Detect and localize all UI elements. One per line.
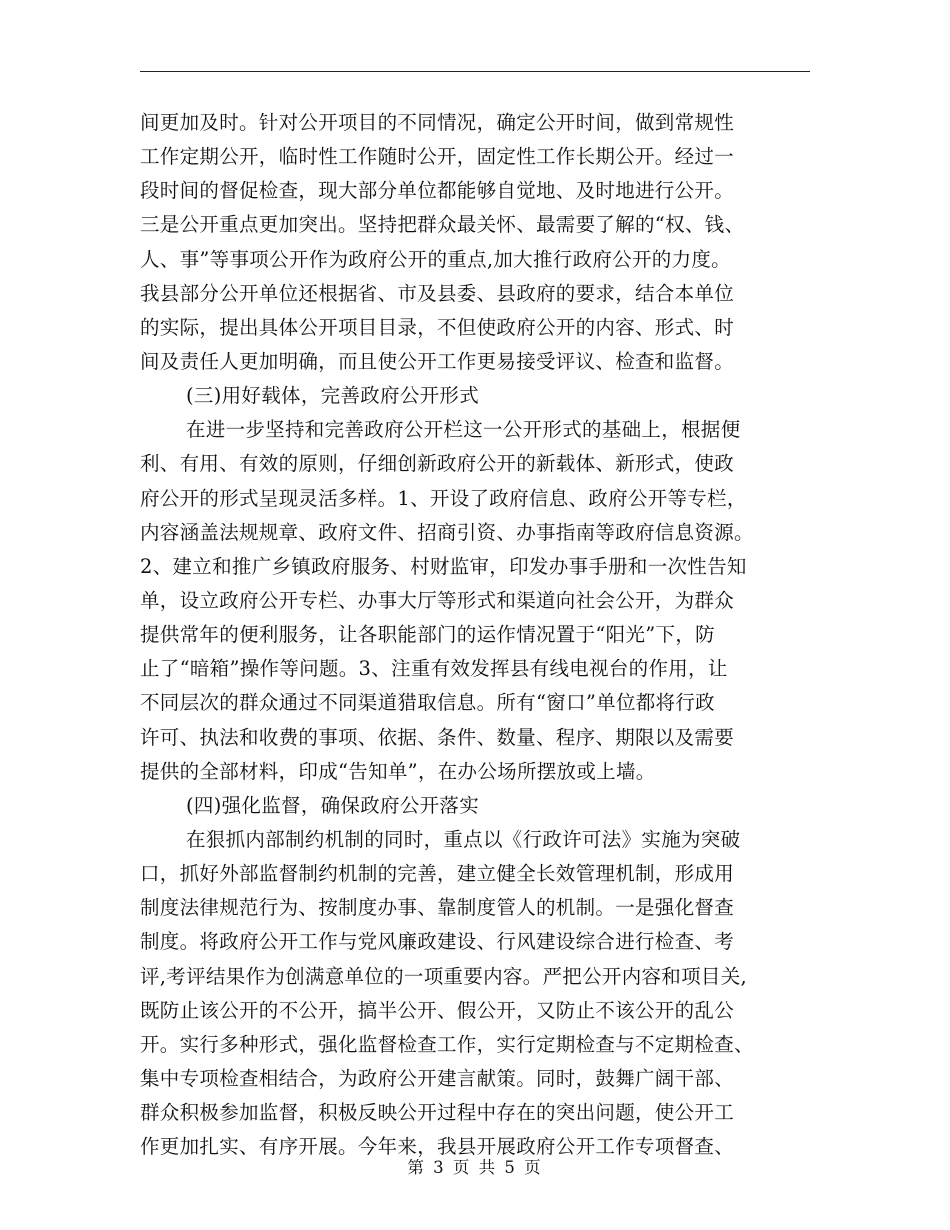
paragraph-line: 既防止该公开的不公开，搞半公开、假公开，又防止不该公开的乱公 [140,998,735,1022]
paragraph-line: 单，设立政府公开专栏、办事大厅等形式和渠道向社会公开，为群众 [140,588,735,612]
paragraph-line-indented: (三)用好载体，完善政府公开形式 [186,384,480,408]
paragraph-line: 集中专项检查相结合，为政府公开建言献策。同时，鼓舞广阔干部、 [140,1066,735,1090]
paragraph-line-indented: (四)强化监督，确保政府公开落实 [186,793,480,817]
paragraph-line: 止了“暗箱”操作等问题。3、注重有效发挥县有线电视台的作用，让 [140,657,728,681]
paragraph-line: 评,考评结果作为创满意单位的一项重要内容。严把公开内容和项目关, [140,964,747,988]
paragraph-line: 口，抓好外部监督制约机制的完善，建立健全长效管理机制，形成用 [140,862,735,886]
document-body [140,106,820,1164]
paragraph-line: 工作定期公开，临时性工作随时公开，固定性工作长期公开。经过一 [140,145,735,169]
paragraph-line: 提供的全部材料，印成“告知单”，在办公场所摆放或上墙。 [140,759,656,783]
paragraph-line: 我县部分公开单位还根据省、市及县委、县政府的要求，结合本单位 [140,281,735,305]
paragraph-line: 许可、执法和收费的事项、依据、条件、数量、程序、期限以及需要 [140,725,735,749]
paragraph-line: 2、建立和推广乡镇政府服务、村财监审，印发办事手册和一次性告知 [140,554,747,578]
paragraph-line: 三是公开重点更加突出。坚持把群众最关怀、最需要了解的“权、钱、 [140,213,745,237]
paragraph-line: 制度。将政府公开工作与党风廉政建设、行风建设综合进行检查、考 [140,930,735,954]
paragraph-line: 间更加及时。针对公开项目的不同情况，确定公开时间，做到常规性 [140,111,735,134]
paragraph-line: 内容涵盖法规规章、政府文件、招商引资、办事指南等政府信息资源。 [140,520,754,544]
paragraph-line: 不同层次的群众通过不同渠道猎取信息。所有“窗口”单位都将行政 [140,691,715,715]
paragraph-line: 利、有用、有效的原则，仔细创新政府公开的新载体、新形式，使政 [140,452,735,476]
paragraph-line: 的实际，提出具体公开项目目录，不但使政府公开的内容、形式、时 [140,315,735,339]
paragraph-line: 开。实行多种形式，强化监督检查工作，实行定期检查与不定期检查、 [140,1032,754,1056]
page-number-footer: 第 3 页 共 5 页 [407,1158,543,1177]
paragraph-line: 作更加扎实、有序开展。今年来，我县开展政府公开工作专项督查、 [140,1135,735,1159]
paragraph-line: 间及责任人更加明确，而且使公开工作更易接受评议、检查和监督。 [140,349,735,373]
paragraph-line: 群众积极参加监督，积极反映公开过程中存在的突出问题，使公开工 [140,1101,735,1125]
paragraph-line: 府公开的形式呈现灵活多样。1、开设了政府信息、政府公开等专栏， [140,486,747,510]
paragraph-line: 提供常年的便利服务，让各职能部门的运作情况置于“阳光”下，防 [140,623,715,647]
paragraph-line-indented: 在狠抓内部制约机制的同时，重点以《行政许可法》实施为突破 [186,827,741,851]
paragraph-line-indented: 在进一步坚持和完善政府公开栏这一公开形式的基础上，根据便 [186,418,741,442]
paragraph-line: 人、事”等事项公开作为政府公开的重点,加大推行政府公开的力度。 [140,247,731,271]
paragraph-line: 段时间的督促检查，现大部分单位都能够自觉地、及时地进行公开。 [140,179,735,203]
paragraph-line: 制度法律规范行为、按制度办事、靠制度管人的机制。一是强化督查 [140,896,735,920]
header-rule [140,71,810,72]
